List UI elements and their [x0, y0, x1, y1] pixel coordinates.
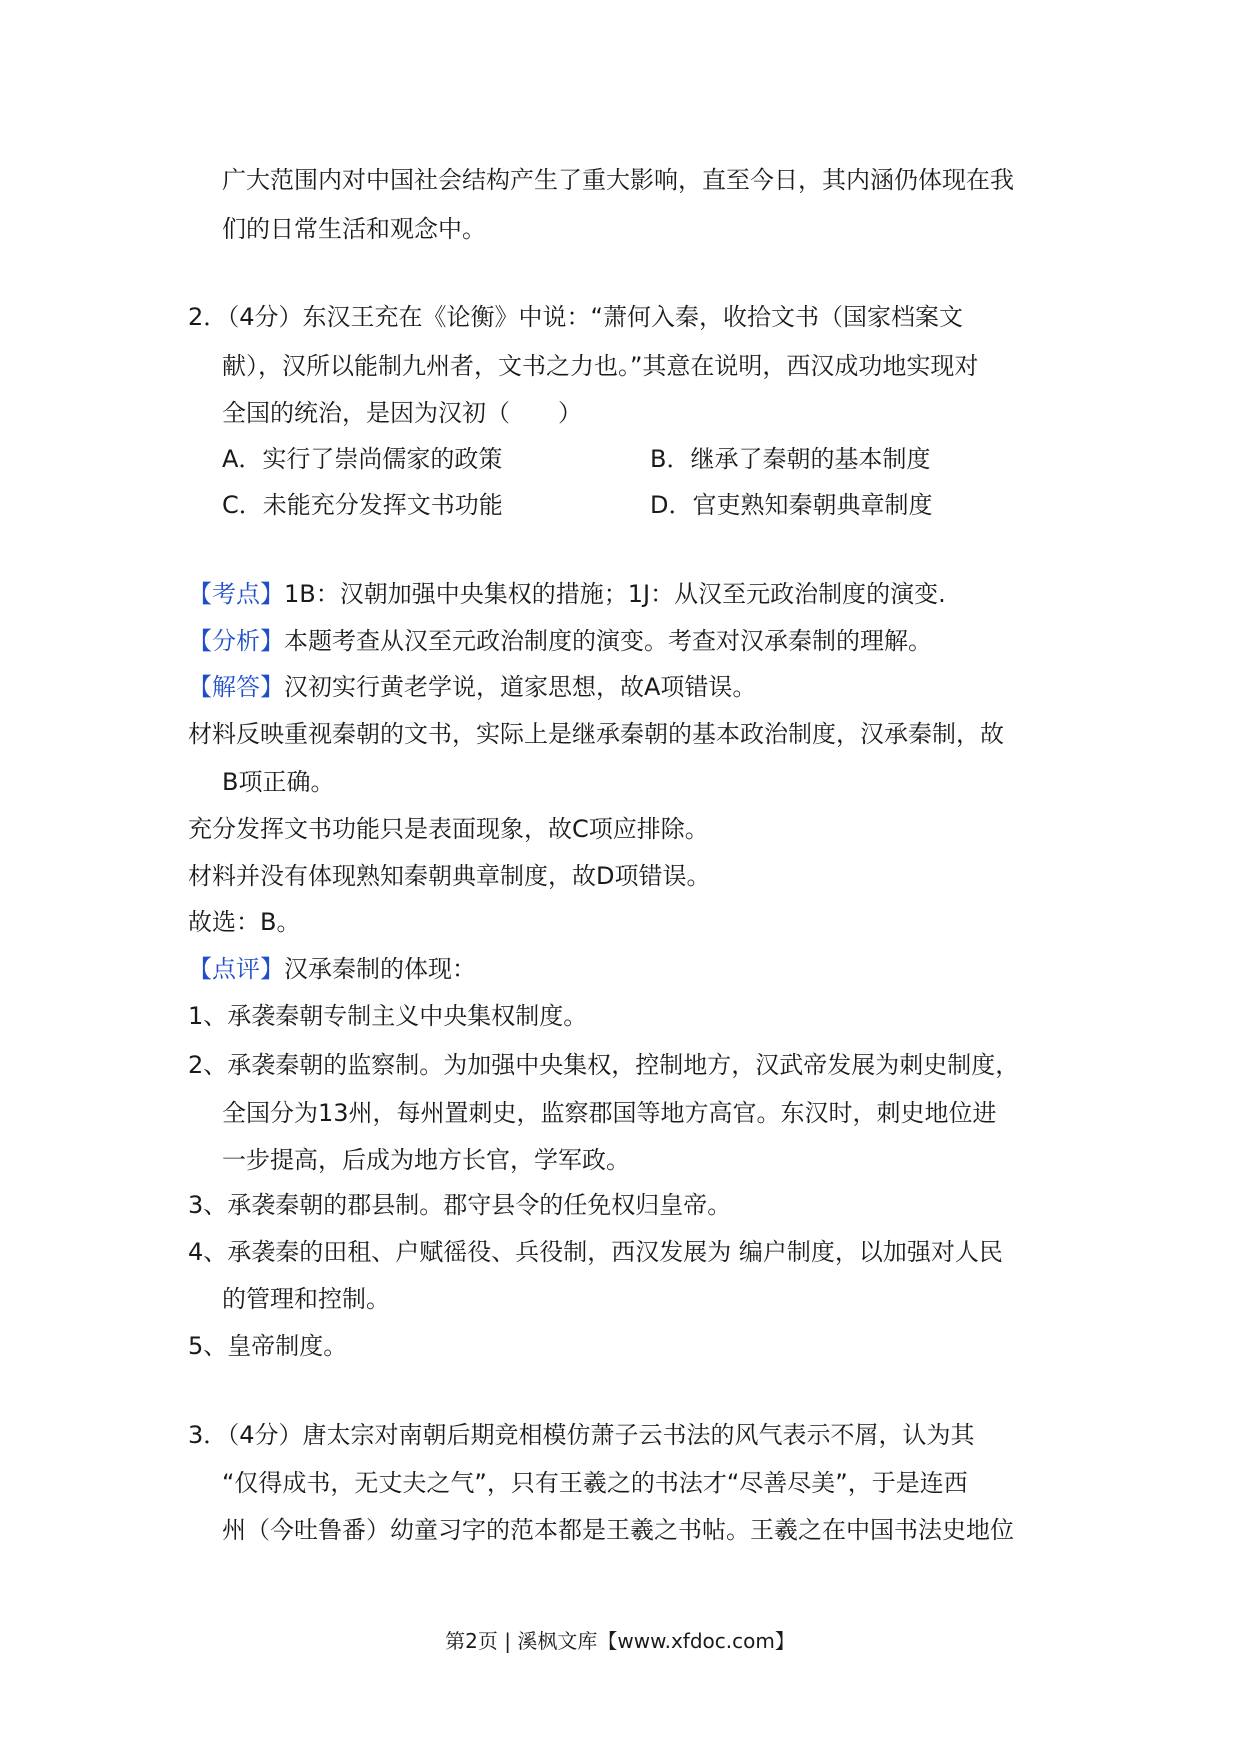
kaodian-text: 1B：汉朝加强中央集权的措施；1J：从汉至元政治制度的演变.	[284, 580, 946, 608]
intro-line-1: 广大范围内对中国社会结构产生了重大影响，直至今日，其内涵仍体现在我	[222, 166, 1014, 194]
point-4-line-2: 的管理和控制。	[222, 1285, 390, 1313]
q3-line-3: 州（今吐鲁番）幼童习字的范本都是王羲之书帖。王羲之在中国书法史地位	[222, 1516, 1014, 1544]
dianping-text: 汉承秦制的体现：	[284, 955, 476, 983]
jieda-line	[188, 671, 756, 703]
jieda-text: 汉初实行黄老学说，道家思想，故A项错误。	[284, 673, 757, 701]
fenxi-tag: 【分析】	[188, 627, 284, 655]
q2-line-2: 献），汉所以能制九州者，文书之力也。”其意在说明，西汉成功地实现对	[222, 352, 979, 380]
answer-para-4: 材料并没有体现熟知秦朝典章制度，故D项错误。	[188, 862, 711, 890]
q3-line-1: 3．（4分）唐太宗对南朝后期竞相模仿萧子云书法的风气表示不屑，认为其	[188, 1421, 975, 1449]
q2-option-b: B．继承了秦朝的基本制度	[650, 445, 931, 473]
page-footer: 第2页 | 溪枫文库【www.xfdoc.com】	[445, 1629, 795, 1653]
q2-option-c: C．未能充分发挥文书功能	[222, 491, 503, 519]
dianping-line	[188, 953, 476, 985]
point-4-line-1: 4、承袭秦的田租、户赋徭役、兵役制，西汉发展为 编户制度，以加强对人民	[188, 1238, 1003, 1266]
point-2-line-3: 一步提高，后成为地方长官，学军政。	[222, 1146, 630, 1174]
q3-line-2: “仅得成书，无丈夫之气”，只有王羲之的书法才“尽善尽美”，于是连西	[222, 1469, 968, 1497]
point-5: 5、皇帝制度。	[188, 1332, 348, 1360]
answer-para-3: 充分发挥文书功能只是表面现象，故C项应排除。	[188, 815, 709, 843]
point-2-line-2: 全国分为13州，每州置刺史，监察郡国等地方高官。东汉时，刺史地位进	[222, 1099, 997, 1127]
dianping-tag: 【点评】	[188, 955, 284, 983]
kaodian-tag: 【考点】	[188, 580, 284, 608]
point-2-line-1: 2、承袭秦朝的监察制。为加强中央集权，控制地方，汉武帝发展为刺史制度，	[188, 1051, 1020, 1079]
point-1: 1、承袭秦朝专制主义中央集权制度。	[188, 1002, 588, 1030]
kaodian-line	[188, 578, 946, 610]
jieda-tag: 【解答】	[188, 673, 284, 701]
answer-para-1: 材料反映重视秦朝的文书，实际上是继承秦朝的基本政治制度，汉承秦制，故	[188, 720, 1004, 748]
point-3: 3、承袭秦朝的郡县制。郡守县令的任免权归皇帝。	[188, 1191, 732, 1219]
answer-para-5: 故选：B。	[188, 908, 301, 936]
q2-option-d: D．官吏熟知秦朝典章制度	[650, 491, 933, 519]
q2-option-a: A．实行了崇尚儒家的政策	[222, 445, 503, 473]
fenxi-text: 本题考查从汉至元政治制度的演变。考查对汉承秦制的理解。	[284, 627, 932, 655]
answer-para-2: B项正确。	[222, 768, 335, 796]
fenxi-line	[188, 625, 932, 657]
q2-line-1: 2．（4分）东汉王充在《论衡》中说：“萧何入秦，收拾文书（国家档案文	[188, 303, 963, 331]
intro-line-2: 们的日常生活和观念中。	[222, 215, 486, 243]
q2-line-3: 全国的统治，是因为汉初（ ）	[222, 399, 582, 427]
